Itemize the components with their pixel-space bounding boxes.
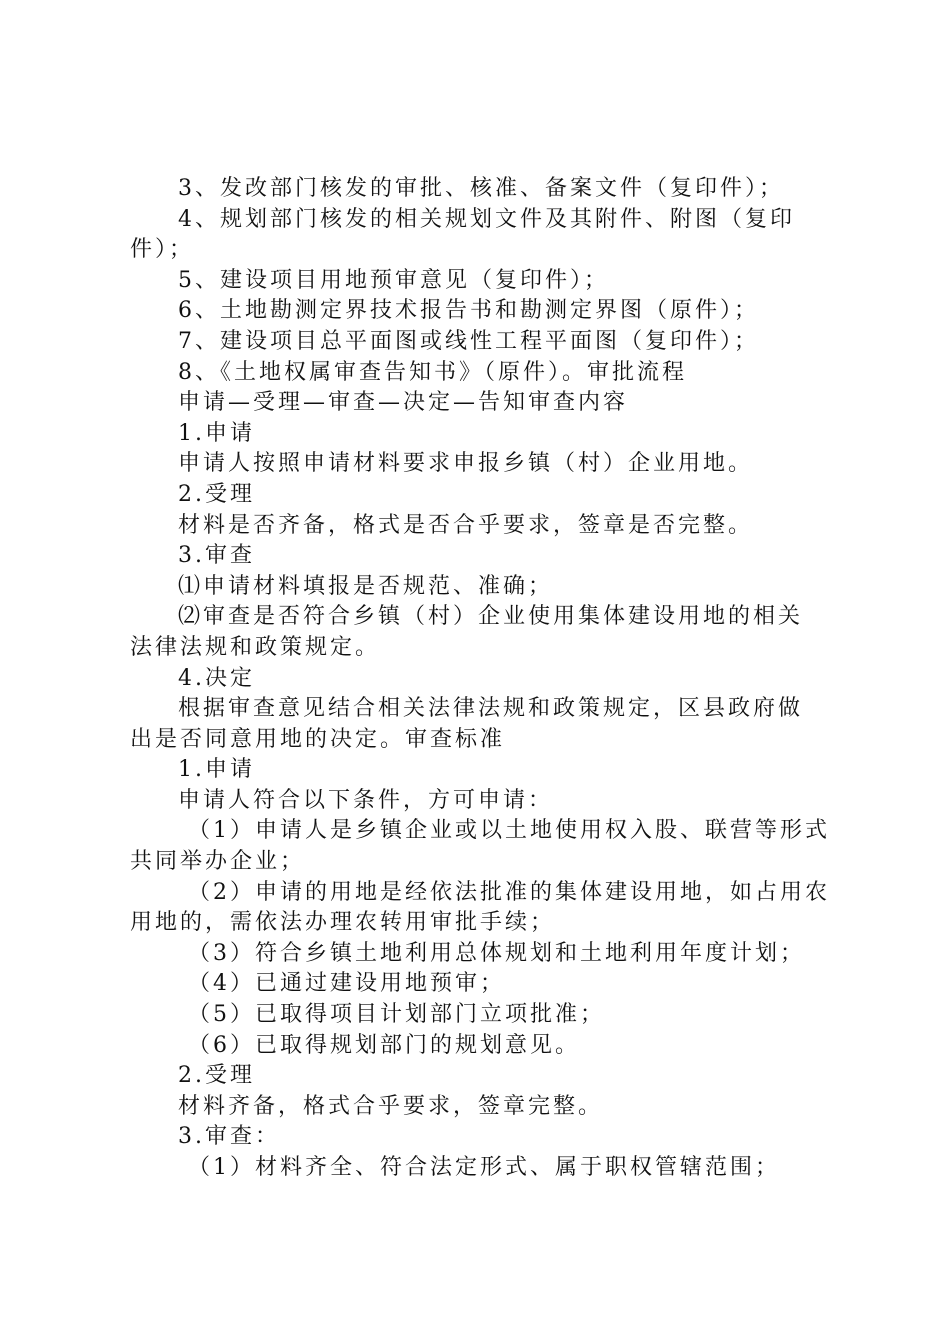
text-line: （3）符合乡镇土地利用总体规划和土地利用年度计划； — [188, 940, 805, 966]
text-line: （1）材料齐全、符合法定形式、属于职权管辖范围； — [188, 1155, 780, 1180]
section-heading: 4.决定 — [178, 665, 255, 691]
text-line: （6）已取得规划部门的规划意见。 — [188, 1032, 580, 1058]
text-line: 7、建设项目总平面图或线性工程平面图（复印件）； — [178, 328, 759, 354]
text-line: 5、建设项目用地预审意见（复印件）； — [178, 267, 609, 293]
document-body — [130, 174, 830, 1184]
section-heading: 1.申请 — [178, 420, 255, 446]
text-line: 3、发改部门核发的审批、核准、备案文件（复印件）； — [178, 176, 784, 201]
text-line: ⑴申请材料填报是否规范、准确； — [178, 573, 554, 599]
text-line: 4、规划部门核发的相关规划文件及其附件、附图（复印 — [178, 206, 795, 232]
text-line: 材料齐备，格式合乎要求，签章完整。 — [178, 1093, 604, 1119]
text-line: 根据审查意见结合相关法律法规和政策规定，区县政府做 — [178, 696, 804, 722]
text-line: 申请人按照申请材料要求申报乡镇（村）企业用地。 — [178, 451, 754, 477]
text-line: 8、《土地权属审查告知书》（原件）。审批流程 — [178, 359, 687, 385]
text-line: 共同举办企业； — [130, 849, 306, 875]
text-line: （1）申请人是乡镇企业或以土地使用权入股、联营等形式 — [188, 818, 830, 844]
text-line: 法律法规和政策规定。 — [130, 634, 381, 660]
text-line: 申请—受理—审查—决定—告知审查内容 — [178, 390, 629, 416]
section-heading: 2.受理 — [178, 481, 255, 507]
text-line: 6、土地勘测定界技术报告书和勘测定界图（原件）； — [178, 298, 759, 324]
section-heading: 3.审查 — [178, 543, 255, 569]
section-heading: 1.申请 — [178, 757, 255, 783]
text-line: 申请人符合以下条件，方可申请： — [178, 787, 554, 813]
text-line: （5）已取得项目计划部门立项批准； — [188, 1002, 605, 1028]
section-heading: 2.受理 — [178, 1063, 255, 1089]
text-line: 材料是否齐备，格式是否合乎要求，签章是否完整。 — [178, 512, 754, 538]
text-line: 用地的，需依法办理农转用审批手续； — [130, 910, 556, 936]
text-line: （4）已通过建设用地预审； — [188, 971, 505, 997]
text-line: 件）； — [130, 237, 195, 263]
section-heading: 3.审查： — [178, 1124, 280, 1150]
text-line: ⑵审查是否符合乡镇（村）企业使用集体建设用地的相关 — [178, 604, 804, 630]
text-line: （2）申请的用地是经依法批准的集体建设用地，如占用农 — [188, 879, 830, 905]
text-line: 出是否同意用地的决定。审查标准 — [130, 726, 506, 752]
